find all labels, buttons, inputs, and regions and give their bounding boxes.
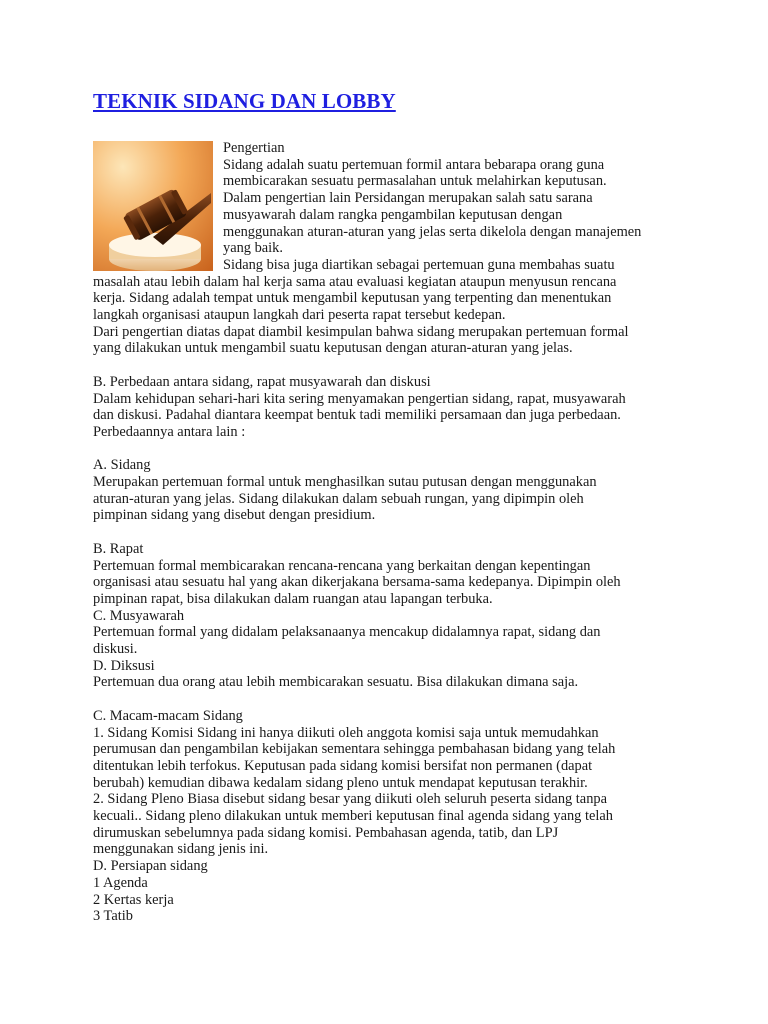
document-title[interactable]: TEKNIK SIDANG DAN LOBBY	[93, 89, 396, 113]
text-line: Pertemuan dua orang atau lebih membicarakan sesuatu. Bisa dilakukan dimana saja.	[93, 674, 579, 691]
text-line: kecuali.. Sidang pleno dilakukan untuk memberi keputusan final agenda sidang yang telah	[93, 808, 613, 825]
text-line: pimpinan rapat, bisa dilakukan dalam ruangan atau lapangan terbuka.	[93, 590, 493, 607]
text-line: diskusi.	[93, 641, 138, 658]
paragraph-gap	[93, 357, 678, 374]
text-line: Dari pengertian diatas dapat diambil kesimpulan bahwa sidang merupakan pertemuan formal	[93, 323, 629, 340]
text-line: B. Rapat	[93, 540, 144, 557]
text-line: pimpinan sidang yang disebut dengan presidium.	[93, 507, 376, 524]
text-line: Dalam kehidupan sehari-hari kita sering menyamakan pengertian sidang, rapat, musyawarah	[93, 390, 626, 407]
text-line: dirumuskan sebelumnya pada sidang komisi. Pembahasan agenda, tatib, dan LPJ	[93, 824, 559, 841]
text-line: menggunakan sidang jenis ini.	[93, 841, 269, 858]
text-line: Pertemuan formal membicarakan rencana-rencana yang berkaitan dengan kepentingan	[93, 557, 591, 574]
text-line: D. Persiapan sidang	[93, 858, 208, 875]
paragraph-gap	[93, 524, 678, 541]
text-line: berubah) kemudian dibawa kedalam sidang pleno untuk mendapat keputusan terakhir.	[93, 774, 588, 791]
text-line: Dalam pengertian lain Persidangan merupakan salah satu sarana	[223, 190, 593, 207]
text-line: C. Macam-macam Sidang	[93, 707, 243, 724]
text-line: Sidang bisa juga diartikan sebagai pertemuan guna membahas suatu	[223, 256, 615, 273]
text-line: 1 Agenda	[93, 874, 148, 891]
text-line: yang baik.	[223, 240, 283, 257]
text-line: 2. Sidang Pleno Biasa disebut sidang besar yang diikuti oleh seluruh peserta sidang tanpa	[93, 791, 607, 808]
text-line: A. Sidang	[93, 457, 151, 474]
text-line: Pertemuan formal yang didalam pelaksanaanya mencakup didalamnya rapat, sidang dan	[93, 624, 601, 641]
text-line: yang dilakukan untuk mengambil suatu keputusan dengan aturan-aturan yang jelas.	[93, 340, 573, 357]
text-line: ditentukan lebih terfokus. Keputusan pada sidang komisi bersifat non permanen (dapat	[93, 757, 593, 774]
document-body	[93, 140, 678, 925]
text-line: musyawarah dalam rangka pengambilan keputusan dengan	[223, 206, 563, 223]
text-line: Sidang adalah suatu pertemuan formil antara bebarapa orang guna	[223, 156, 605, 173]
text-line: menggunakan aturan-aturan yang jelas serta dikelola dengan manajemen	[223, 223, 642, 240]
text-line: organisasi atau sesuatu hal yang akan dikerjakana bersama-sama kedepanya. Dipimpin oleh	[93, 574, 621, 591]
text-line: dan diskusi. Padahal diantara keempat bentuk tadi memiliki persamaan dan juga perbedaan.	[93, 407, 621, 424]
text-line: 2 Kertas kerja	[93, 891, 174, 908]
text-line: C. Musyawarah	[93, 607, 185, 624]
paragraph-gap	[93, 691, 678, 708]
text-line: langkah organisasi ataupun langkah dari peserta rapat tersebut kedepan.	[93, 307, 506, 324]
text-line: Pengertian	[223, 140, 285, 156]
text-line: 3 Tatib	[93, 908, 133, 925]
paragraph-gap	[93, 441, 678, 458]
text-line: perumusan dan pengambilan kebijakan sementara sehingga pembahasan bidang yang telah	[93, 741, 616, 758]
text-line: masalah atau lebih dalam hal kerja sama atau evaluasi kegiatan ataupun menyusun rencana	[93, 273, 617, 290]
gavel-icon	[93, 141, 213, 271]
text-line: 1. Sidang Komisi Sidang ini hanya diikuti oleh anggota komisi saja untuk memudahkan	[93, 724, 599, 741]
text-line: Perbedaannya antara lain :	[93, 423, 246, 440]
text-line: aturan-aturan yang jelas. Sidang dilakukan dalam sebuah rungan, yang dipimpin oleh	[93, 490, 584, 507]
text-line: membicarakan sesuatu permasalahan untuk melahirkan keputusan.	[223, 173, 607, 190]
text-line: D. Diksusi	[93, 657, 155, 674]
text-line: B. Perbedaan antara sidang, rapat musyawarah dan diskusi	[93, 373, 431, 390]
text-line: kerja. Sidang adalah tempat untuk mengambil keputusan yang terpenting dan menentukan	[93, 290, 612, 307]
text-line: Merupakan pertemuan formal untuk menghasilkan sutau putusan dengan menggunakan	[93, 474, 597, 491]
